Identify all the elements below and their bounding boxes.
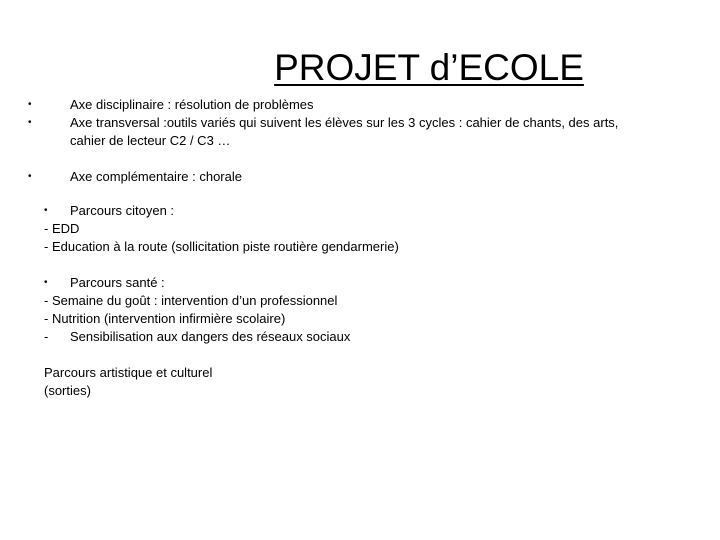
bullet-icon: • [28, 99, 32, 110]
page-title [0, 44, 720, 92]
bullet-icon: • [28, 171, 32, 182]
sensibilisation-text: Sensibilisation aux dangers des réseaux sociaux [70, 329, 351, 344]
list-item: - Education à la route (sollicitation piste routière gendarmerie) [44, 239, 399, 254]
list-item: - Semaine du goût : intervention d’un professionnel [44, 293, 338, 308]
list-item-axe-complementaire [28, 168, 694, 186]
axe-complementaire-text: Axe complémentaire : chorale [70, 169, 242, 184]
parcours-citoyen-label: Parcours citoyen : [70, 203, 175, 218]
dash-marker: - [44, 329, 49, 344]
list-item-axe-disciplinaire [28, 96, 694, 114]
list-item: - EDD [44, 221, 80, 236]
bullet-icon: • [44, 277, 48, 288]
list-item [44, 328, 694, 346]
axe-transversal-text: Axe transversal :outils variés qui suivent les élèves sur les 3 cycles : cahier de chants, des arts, [70, 115, 619, 130]
parcours-artistique-sub: (sorties) [44, 383, 91, 398]
slide-body [28, 96, 694, 400]
parcours-sante-label: Parcours santé : [70, 275, 165, 290]
bullet-icon: • [44, 205, 48, 216]
bullet-icon: • [28, 117, 32, 128]
parcours-citoyen-heading [44, 202, 694, 220]
parcours-artistique-heading: Parcours artistique et culturel [44, 365, 213, 380]
axe-disciplinaire-text: Axe disciplinaire : résolution de problèmes [70, 97, 314, 112]
parcours-sante-heading [44, 274, 694, 292]
list-item-axe-transversal [28, 114, 694, 150]
list-item: - Nutrition (intervention infirmière scolaire) [44, 311, 286, 326]
axe-transversal-text-continued: cahier de lecteur C2 / C3 … [70, 133, 231, 148]
title-text: PROJET d’ECOLE [274, 47, 584, 88]
